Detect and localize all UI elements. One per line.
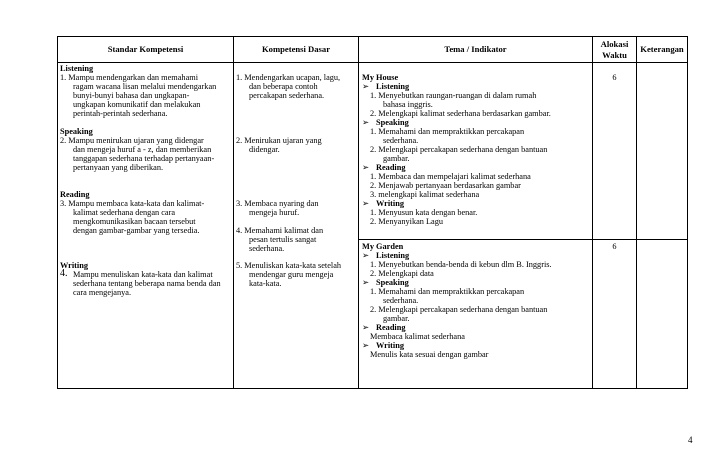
table-header-row xyxy=(58,37,688,63)
indikator-text: sederhana. xyxy=(383,296,419,305)
indikator-text: Membaca kalimat sederhana xyxy=(370,332,465,341)
kompetensi-text: 2. Menirukan ujaran yang xyxy=(236,136,322,145)
standar-text: ragam wacana lisan melalui mendengarkan xyxy=(73,82,217,91)
bullet-arrow-icon: ➢ xyxy=(362,341,369,350)
indikator-text: 2. Melengkapi kalimat sederhana berdasarkan gambar. xyxy=(370,109,551,118)
standar-text: 1. Mampu mendengarkan dan memahami xyxy=(60,73,199,82)
indikator-text: 2. Melengkapi data xyxy=(370,269,434,278)
bullet-arrow-icon: ➢ xyxy=(362,323,369,332)
standar-kompetensi-cell xyxy=(58,63,234,389)
tema-title: My Garden xyxy=(362,242,404,251)
kompetensi-dasar-cell xyxy=(234,63,359,389)
standar-text: tanggapan sederhana terhadap pertanyaan- xyxy=(73,154,215,163)
alokasi-cell xyxy=(593,63,637,240)
kompetensi-text: didengar. xyxy=(249,145,280,154)
indikator-text: 1. Menyebutkan raungan-ruangan di dalam rumah xyxy=(370,91,537,100)
header-kompetensi-dasar: Kompetensi Dasar xyxy=(234,37,359,63)
speaking-heading: Speaking xyxy=(60,127,93,136)
indikator-text: bahasa inggris. xyxy=(383,100,433,109)
tema-my-house-cell xyxy=(359,63,593,240)
kompetensi-text: 3. Membaca nyaring dan xyxy=(236,199,319,208)
indikator-text: 1. Memahami dan mempraktikkan percakapan xyxy=(370,127,525,136)
standar-text: bunyi-bunyi bahasa dan ungkapan- xyxy=(73,91,190,100)
standar-text: 2. Mampu menirukan ujaran yang didengar xyxy=(60,136,204,145)
tema-title: My House xyxy=(362,73,399,82)
keterangan-cell xyxy=(637,240,688,389)
standar-text: Mampu menuliskan kata-kata dan kalimat xyxy=(73,270,213,279)
standar-text: mengkomunikasikan bacaan tersebut xyxy=(73,217,196,226)
bullet-arrow-icon: ➢ xyxy=(362,278,369,287)
standar-text: ungkapan komunikatif dan melakukan xyxy=(73,100,201,109)
bullet-arrow-icon: ➢ xyxy=(362,118,369,127)
skill-heading: Reading xyxy=(376,163,406,172)
kompetensi-text: pesan tertulis sangat xyxy=(249,235,317,244)
kompetensi-text: 1. Mendengarkan ucapan, lagu, xyxy=(236,73,341,82)
indikator-text: 3. melengkapi kalimat sederhana xyxy=(370,190,480,199)
kompetensi-text: 5. Menuliskan kata-kata setelah xyxy=(236,261,342,270)
listening-heading: Listening xyxy=(60,64,94,73)
indikator-text: 1. Menyebutkan benda-benda di kebun dlm B. Inggris. xyxy=(370,260,552,269)
alokasi-value: 6 xyxy=(612,242,617,251)
kompetensi-text: percakapan sederhana. xyxy=(249,91,325,100)
bullet-arrow-icon: ➢ xyxy=(362,199,369,208)
silabus-table xyxy=(57,36,688,389)
bullet-arrow-icon: ➢ xyxy=(362,82,369,91)
standar-text: pertanyaan yang diberikan. xyxy=(73,163,164,172)
skill-heading: Reading xyxy=(376,323,406,332)
standar-text: dengan gambar-gambar yang tersedia. xyxy=(73,226,200,235)
alokasi-value: 6 xyxy=(612,73,617,82)
reading-heading: Reading xyxy=(60,190,90,199)
header-standar-kompetensi: Standar Kompetensi xyxy=(58,37,234,63)
indikator-text: 2. Menyanyikan Lagu xyxy=(370,217,444,226)
kompetensi-text: 4. Memahami kalimat dan xyxy=(236,226,324,235)
skill-heading: Speaking xyxy=(376,278,409,287)
standar-text: sederhana tentang beberapa nama benda dan xyxy=(73,279,221,288)
skill-heading: Listening xyxy=(376,82,410,91)
standar-number: 4. xyxy=(60,268,68,279)
bullet-arrow-icon: ➢ xyxy=(362,163,369,172)
tema-my-garden-cell xyxy=(359,240,593,389)
kompetensi-text: mengeja huruf. xyxy=(249,208,300,217)
table-row xyxy=(58,63,688,240)
indikator-text: sederhana. xyxy=(383,136,419,145)
header-alokasi-waktu: Alokasi Waktu xyxy=(593,37,637,63)
kompetensi-text: mendengar guru mengeja xyxy=(249,270,334,279)
standar-text: perintah-perintah sederhana. xyxy=(73,109,168,118)
bullet-arrow-icon: ➢ xyxy=(362,251,369,260)
keterangan-cell xyxy=(637,63,688,240)
indikator-text: Menulis kata sesuai dengan gambar xyxy=(370,350,489,359)
skill-heading: Speaking xyxy=(376,118,409,127)
header-tema-indikator: Tema / Indikator xyxy=(359,37,593,63)
standar-text: cara mengejanya. xyxy=(73,288,132,297)
standar-text: dan mengeja huruf a - z, dan memberikan xyxy=(73,145,212,154)
header-keterangan: Keterangan xyxy=(637,37,688,63)
skill-heading: Writing xyxy=(376,341,404,350)
writing-heading: Writing xyxy=(60,261,88,270)
indikator-text: 1. Memahami dan mempraktikkan percakapan xyxy=(370,287,525,296)
kompetensi-text: kata-kata. xyxy=(249,279,282,288)
alokasi-cell xyxy=(593,240,637,389)
indikator-text: 2. Menjawab pertanyaan berdasarkan gambar xyxy=(370,181,521,190)
indikator-text: 1. Membaca dan mempelajari kalimat sederhana xyxy=(370,172,531,181)
page-number: 4 xyxy=(688,435,693,445)
standar-text: kalimat sederhana dengan cara xyxy=(73,208,176,217)
indikator-text: gambar. xyxy=(383,314,410,323)
kompetensi-text: sederhana. xyxy=(249,244,285,253)
skill-heading: Writing xyxy=(376,199,404,208)
indikator-text: gambar. xyxy=(383,154,410,163)
kompetensi-text: dan beberapa contoh xyxy=(249,82,318,91)
indikator-text: 2. Melengkapi percakapan sederhana dengan bantuan xyxy=(370,145,548,154)
indikator-text: 1. Menyusun kata dengan benar. xyxy=(370,208,478,217)
standar-text: 3. Mampu membaca kata-kata dan kalimat- xyxy=(60,199,205,208)
skill-heading: Listening xyxy=(376,251,410,260)
indikator-text: 2. Melengkapi percakapan sederhana dengan bantuan xyxy=(370,305,548,314)
